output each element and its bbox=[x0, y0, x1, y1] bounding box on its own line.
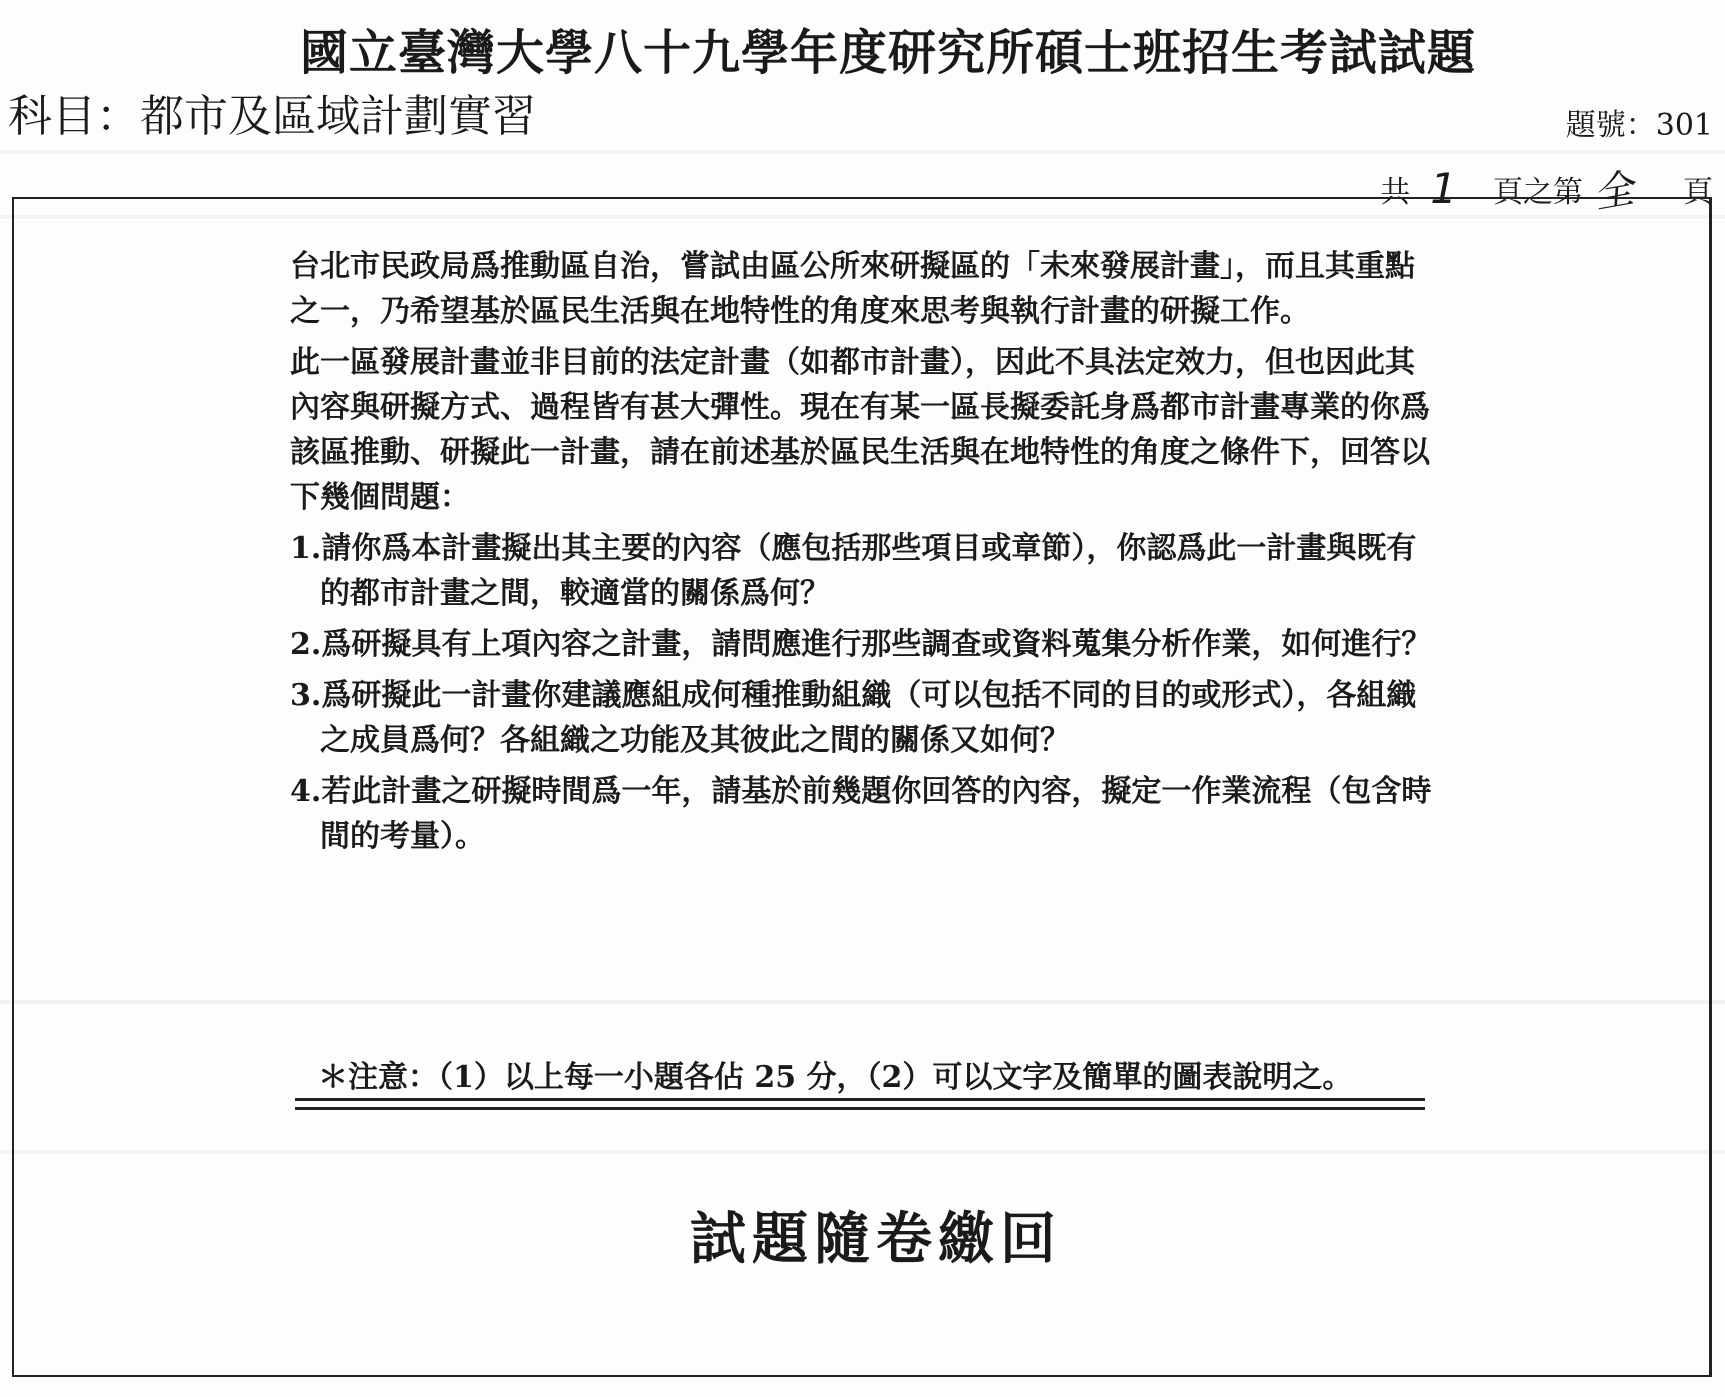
intro-paragraph-2: 此一區發展計畫並非目前的法定計畫（如都市計畫），因此不具法定效力，但也因此其內容與研擬方式、過程皆有甚大彈性。現在有某一區長擬委託身爲都市計畫專業的你爲該區推動、研擬此一計畫，請在前述基於區民生活與在地特性的角度之條件下，回答以下幾個問題： bbox=[290, 345, 1430, 515]
return-stamp: 試題隨卷繳回 bbox=[690, 1206, 1062, 1272]
page-current-value: 全 bbox=[1589, 165, 1638, 219]
scan-noise bbox=[0, 150, 1725, 154]
total-pages-label: 共 bbox=[1380, 174, 1411, 210]
grading-note: ＊注意：（1）以上每一小題各佔 25 分，（2）可以文字及簡單的圖表說明之。 bbox=[318, 1060, 1353, 1095]
question-number: 題號：301 bbox=[1565, 108, 1713, 143]
question-item-3: 3.爲研擬此一計畫你建議應組成何種推動組織（可以包括不同的目的或形式），各組織之成員爲何？各組織之功能及其彼此之間的關係又如何？ bbox=[290, 678, 1417, 758]
exam-subject: 科目：都市及區域計劃實習 bbox=[8, 91, 536, 142]
page-of-label: 頁之第 bbox=[1493, 174, 1583, 210]
question-item-1: 1.請你爲本計畫擬出其主要的內容（應包括那些項目或章節），你認爲此一計畫與既有的都市計畫之間，較適當的關係爲何？ bbox=[290, 531, 1417, 611]
question-item-4: 4.若此計畫之研擬時間爲一年，請基於前幾題你回答的內容，擬定一作業流程（包含時間的考量）。 bbox=[290, 774, 1432, 854]
total-pages-value: 1 bbox=[1430, 164, 1457, 213]
question-item-2: 2.爲研擬具有上項內容之計畫，請問應進行那些調查或資料蒐集分析作業，如何進行？ bbox=[290, 627, 1432, 662]
exam-body bbox=[290, 244, 1440, 859]
page-unit-label: 頁 bbox=[1683, 174, 1713, 210]
exam-title: 國立臺灣大學八十九學年度研究所碩士班招生考試試題 bbox=[300, 25, 1477, 81]
intro-paragraph-1: 台北市民政局爲推動區自治，嘗試由區公所來研擬區的「未來發展計畫」，而且其重點之一，乃希望基於區民生活與在地特性的角度來思考與執行計畫的研擬工作。 bbox=[290, 249, 1415, 329]
note-underline bbox=[295, 1098, 1425, 1110]
